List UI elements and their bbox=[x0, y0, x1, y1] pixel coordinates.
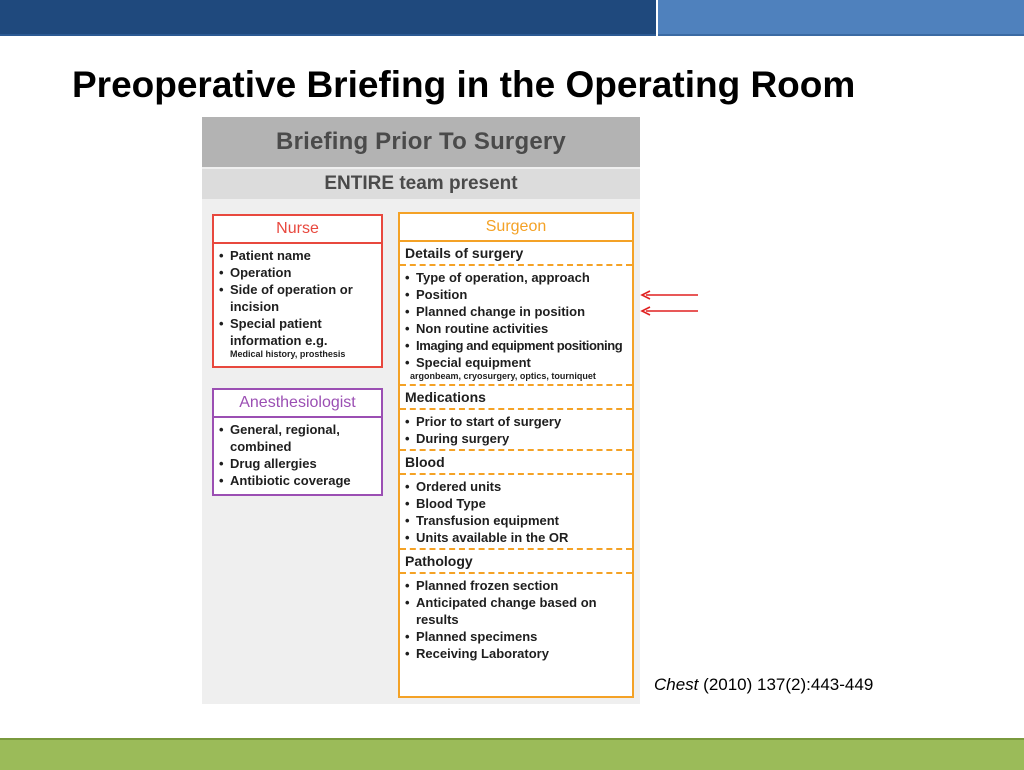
list-item: • Special patient information e.g. bbox=[219, 315, 377, 349]
list-item: • Patient name bbox=[219, 247, 377, 264]
left-arrow-icon bbox=[640, 289, 700, 301]
list-item: • Units available in the OR bbox=[405, 529, 628, 546]
list-item: • General, regional, combined bbox=[219, 421, 377, 455]
pathology-list bbox=[400, 574, 632, 662]
list-item: • Planned specimens bbox=[405, 628, 628, 645]
details-list bbox=[400, 266, 632, 371]
list-item: • Receiving Laboratory bbox=[405, 645, 628, 662]
list-item: • Anticipated change based on results bbox=[405, 594, 628, 628]
citation-journal: Chest bbox=[654, 675, 699, 694]
anesthesiologist-list bbox=[214, 418, 381, 489]
top-bar-dark bbox=[0, 0, 656, 36]
nurse-list bbox=[214, 244, 381, 349]
list-item: • Operation bbox=[219, 264, 377, 281]
list-item: • Special equipment bbox=[405, 354, 628, 371]
anesthesiologist-title: Anesthesiologist bbox=[214, 390, 381, 418]
figure-heading: Briefing Prior To Surgery bbox=[202, 117, 640, 167]
list-item: • Blood Type bbox=[405, 495, 628, 512]
list-item: • Imaging and equipment positioning bbox=[405, 337, 628, 354]
surgeon-section-pathology bbox=[400, 550, 632, 664]
list-item: • During surgery bbox=[405, 430, 628, 447]
surgeon-title: Surgeon bbox=[400, 214, 632, 242]
list-item: • Ordered units bbox=[405, 478, 628, 495]
list-item: • Position bbox=[405, 286, 628, 303]
briefing-figure bbox=[202, 117, 640, 704]
list-item: • Antibiotic coverage bbox=[219, 472, 377, 489]
section-heading: Blood bbox=[400, 451, 632, 475]
nurse-note: Medical history, prosthesis bbox=[230, 349, 346, 359]
section-heading: Details of surgery bbox=[400, 242, 632, 266]
list-item: • Non routine activities bbox=[405, 320, 628, 337]
equipment-note: argonbeam, cryosurgery, optics, tourniquet bbox=[410, 371, 596, 381]
list-item: • Side of operation or incision bbox=[219, 281, 377, 315]
list-item: • Planned change in position bbox=[405, 303, 628, 320]
nurse-box bbox=[212, 214, 383, 368]
citation bbox=[654, 675, 873, 695]
surgeon-section-blood bbox=[400, 451, 632, 550]
slide-title: Preoperative Briefing in the Operating Room bbox=[72, 64, 856, 105]
nurse-title: Nurse bbox=[214, 216, 381, 244]
section-heading: Medications bbox=[400, 386, 632, 410]
blood-list bbox=[400, 475, 632, 546]
list-item: • Transfusion equipment bbox=[405, 512, 628, 529]
surgeon-section-details bbox=[400, 242, 632, 386]
list-item: • Prior to start of surgery bbox=[405, 413, 628, 430]
surgeon-section-medications bbox=[400, 386, 632, 451]
list-item: • Type of operation, approach bbox=[405, 269, 628, 286]
top-bar-light bbox=[658, 0, 1024, 36]
bottom-bar bbox=[0, 738, 1024, 770]
section-heading: Pathology bbox=[400, 550, 632, 574]
figure-subheading: ENTIRE team present bbox=[202, 169, 640, 199]
surgeon-box bbox=[398, 212, 634, 698]
left-arrow-icon bbox=[640, 305, 700, 317]
medications-list bbox=[400, 410, 632, 447]
list-item: • Drug allergies bbox=[219, 455, 377, 472]
anesthesiologist-box bbox=[212, 388, 383, 496]
citation-details: (2010) 137(2):443-449 bbox=[703, 675, 874, 694]
list-item: • Planned frozen section bbox=[405, 577, 628, 594]
